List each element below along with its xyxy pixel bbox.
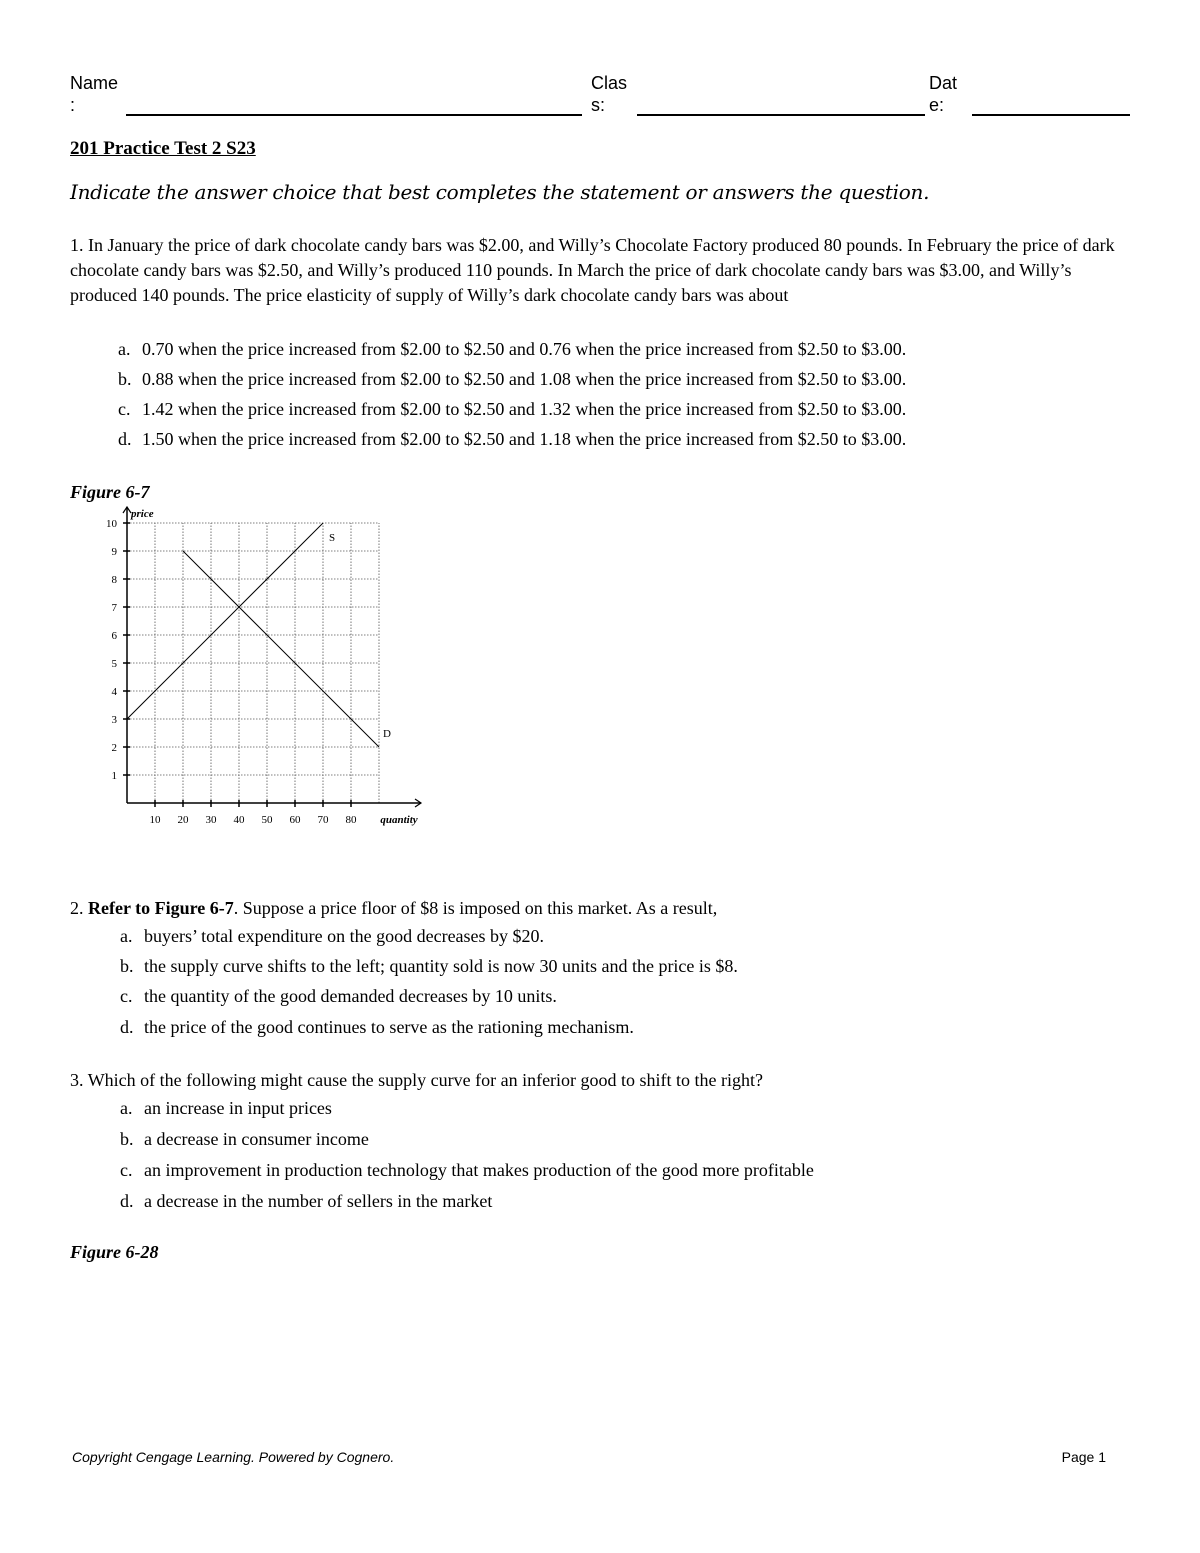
- x-tick-label: 30: [205, 814, 217, 826]
- option-letter: b.: [118, 369, 132, 389]
- option-letter: b.: [120, 1129, 134, 1149]
- question-text: In January the price of dark chocolate candy bars was $2.00, and Willy’s Chocolate Factory produced 80 pounds. In February the price of dark chocolate candy bars was $2.50, and Willy’s produced 110 pounds. In March the price of dark chocolate candy bars was $3.00, and Willy’s produced 140 pounds. The price elasticity of supply of Willy’s dark chocolate candy bars was about: [70, 235, 1115, 305]
- class-field[interactable]: [637, 114, 925, 116]
- date-field[interactable]: [972, 114, 1130, 116]
- option-text: 1.50 when the price increased from $2.00 to $2.50 and 1.18 when the price increased from $2.50 to $3.00.: [142, 429, 907, 449]
- q1-option-c[interactable]: [118, 398, 906, 420]
- y-tick-label: 4: [111, 686, 117, 698]
- option-text: an increase in input prices: [144, 1098, 332, 1118]
- q3-option-d[interactable]: [120, 1190, 492, 1212]
- series-s-curve: [127, 523, 323, 719]
- option-letter: d.: [120, 1191, 134, 1211]
- question-text: . Suppose a price floor of $8 is imposed on this market. As a result,: [233, 898, 718, 918]
- x-tick-label: 40: [233, 814, 245, 826]
- supply-demand-chart: [90, 505, 435, 835]
- q3-option-c[interactable]: [120, 1159, 814, 1181]
- chart-grid: [127, 523, 379, 803]
- q2-option-a[interactable]: [120, 925, 544, 947]
- q1-option-a[interactable]: [118, 338, 906, 360]
- option-letter: a.: [120, 1098, 133, 1118]
- figure-6-28-label: Figure 6-28: [70, 1242, 159, 1262]
- option-text: the supply curve shifts to the left; quantity sold is now 30 units and the price is $8.: [144, 956, 738, 976]
- question-2: [70, 896, 1130, 921]
- x-axis-label: quantity: [380, 814, 418, 826]
- date-label: Dat e:: [929, 73, 958, 115]
- question-number: 1.: [70, 235, 84, 255]
- y-tick-label: 8: [111, 574, 117, 586]
- y-tick-label: 3: [111, 714, 117, 726]
- y-tick-label: 6: [111, 630, 117, 642]
- option-text: buyers’ total expenditure on the good decreases by $20.: [144, 926, 545, 946]
- y-tick-label: 10: [106, 518, 117, 530]
- x-tick-label: 10: [149, 814, 161, 826]
- question-3: [70, 1068, 1130, 1093]
- option-text: the price of the good continues to serve as the rationing mechanism.: [144, 1017, 634, 1037]
- y-axis-label: price: [131, 508, 154, 520]
- y-tick-label: 2: [111, 742, 117, 754]
- q2-option-d[interactable]: [120, 1016, 634, 1038]
- x-tick-label: 20: [177, 814, 189, 826]
- series-s-label: S: [329, 532, 336, 544]
- option-letter: d.: [118, 429, 132, 449]
- test-title: 201 Practice Test 2 S23: [70, 138, 256, 159]
- option-text: a decrease in consumer income: [144, 1129, 369, 1149]
- chart-axes: [123, 507, 421, 807]
- series-d-curve: [183, 551, 379, 747]
- question-reference: Refer to Figure 6-7: [88, 898, 234, 918]
- y-tick-label: 7: [111, 602, 117, 614]
- option-letter: c.: [118, 399, 131, 419]
- chart-labels: [106, 508, 418, 826]
- x-tick-label: 80: [345, 814, 357, 826]
- page-number: Page 1: [1061, 1449, 1106, 1465]
- question-number: 2.: [70, 898, 84, 918]
- q3-option-a[interactable]: [120, 1097, 332, 1119]
- option-text: 1.42 when the price increased from $2.00 to $2.50 and 1.32 when the price increased from $2.50 to $3.00.: [142, 399, 907, 419]
- y-tick-label: 5: [111, 658, 117, 670]
- x-tick-label: 50: [261, 814, 273, 826]
- y-tick-label: 1: [111, 770, 117, 782]
- class-label: Clas s:: [591, 73, 628, 115]
- series-d-label: D: [383, 728, 391, 740]
- q2-option-c[interactable]: [120, 985, 557, 1007]
- x-tick-label: 60: [289, 814, 301, 826]
- option-letter: c.: [120, 1160, 133, 1180]
- question-number: 3.: [70, 1070, 84, 1090]
- option-text: 0.88 when the price increased from $2.00 to $2.50 and 1.08 when the price increased from $2.50 to $3.00.: [142, 369, 907, 389]
- option-letter: c.: [120, 986, 133, 1006]
- y-tick-label: 9: [111, 546, 117, 558]
- option-letter: b.: [120, 956, 134, 976]
- option-text: a decrease in the number of sellers in the market: [144, 1191, 493, 1211]
- figure-6-7-label: Figure 6-7: [70, 482, 150, 502]
- question-1: [70, 233, 1130, 308]
- q1-option-b[interactable]: [118, 368, 906, 390]
- copyright-text: Copyright Cengage Learning. Powered by Cognero.: [72, 1449, 395, 1465]
- q3-option-b[interactable]: [120, 1128, 369, 1150]
- x-tick-label: 70: [317, 814, 329, 826]
- option-letter: a.: [120, 926, 133, 946]
- question-text: Which of the following might cause the supply curve for an inferior good to shift to the right?: [87, 1070, 764, 1090]
- q1-option-d[interactable]: [118, 428, 906, 450]
- instructions: Indicate the answer choice that best completes the statement or answers the question.: [70, 180, 930, 204]
- option-text: the quantity of the good demanded decreases by 10 units.: [144, 986, 557, 1006]
- option-letter: a.: [118, 339, 131, 359]
- option-letter: d.: [120, 1017, 134, 1037]
- name-label: Name :: [70, 73, 119, 115]
- q2-option-b[interactable]: [120, 955, 738, 977]
- option-text: 0.70 when the price increased from $2.00 to $2.50 and 0.76 when the price increased from $2.50 to $3.00.: [142, 339, 907, 359]
- option-text: an improvement in production technology that makes production of the good more profitable: [144, 1160, 814, 1180]
- name-field[interactable]: [126, 114, 582, 116]
